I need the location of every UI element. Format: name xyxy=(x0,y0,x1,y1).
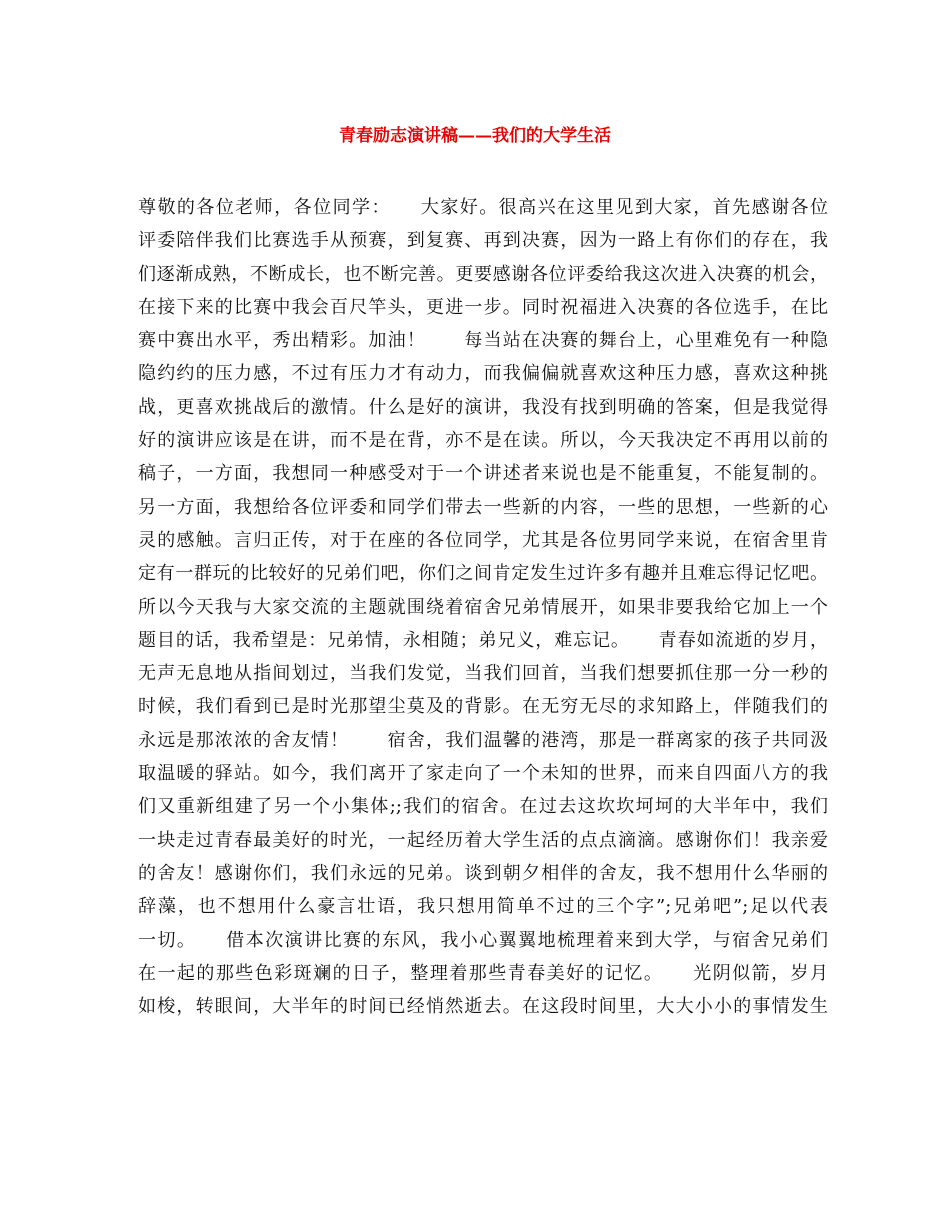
document-body xyxy=(138,191,828,1023)
body-line: 取温暖的驿站。如今，我们离开了家走向了一个未知的世界，而来自四面八方的我 xyxy=(138,763,828,785)
body-line: 赛中赛出水平，秀出精彩。加油！ 每当站在决赛的舞台上，心里难免有一种隐 xyxy=(138,330,828,352)
body-line: 尊敬的各位老师，各位同学： 大家好。很高兴在这里见到大家，首先感谢各位 xyxy=(138,197,828,218)
body-line: 在一起的那些色彩斑斓的日子，整理着那些青春美好的记忆。 光阴似箭，岁月 xyxy=(138,962,828,984)
body-line: 的舍友！感谢你们，我们永远的兄弟。谈到朝夕相伴的舍友，我不想用什么华丽的 xyxy=(138,862,828,884)
body-line: 另一方面，我想给各位评委和同学们带去一些新的内容，一些的思想，一些新的心 xyxy=(138,496,828,518)
body-line: 定有一群玩的比较好的兄弟们吧，你们之间肯定发生过许多有趣并且难忘得记忆吧。 xyxy=(138,563,828,585)
body-line: 们又重新组建了另一个小集体;;我们的宿舍。在过去这坎坎坷坷的大半年中，我们 xyxy=(138,796,828,818)
body-line: 战，更喜欢挑战后的激情。什么是好的演讲，我没有找到明确的答案，但是我觉得 xyxy=(138,396,828,418)
body-line: 稿子，一方面，我想同一种感受对于一个讲述者来说也是不能重复，不能复制的。 xyxy=(138,463,828,485)
body-line: 如梭，转眼间，大半年的时间已经悄然逝去。在这段时间里，大大小小的事情发生 xyxy=(138,996,828,1018)
body-line: 隐约约的压力感，不过有压力才有动力，而我偏偏就喜欢这种压力感，喜欢这种挑 xyxy=(138,363,828,385)
body-line: 所以今天我与大家交流的主题就围绕着宿舍兄弟情展开，如果非要我给它加上一个 xyxy=(138,596,828,618)
body-line: 辞藻，也不想用什么豪言壮语，我只想用简单不过的三个字”;兄弟吧”;足以代表 xyxy=(138,896,828,918)
body-line: 灵的感触。言归正传，对于在座的各位同学，尤其是各位男同学来说，在宿舍里肯 xyxy=(138,529,828,551)
document-title: 青春励志演讲稿——我们的大学生活 xyxy=(339,126,611,146)
body-line: 永远是那浓浓的舍友情！ 宿舍，我们温馨的港湾，那是一群离家的孩子共同汲 xyxy=(138,729,828,751)
body-line: 题目的话，我希望是：兄弟情，永相随；弟兄义，难忘记。 青春如流逝的岁月， xyxy=(138,629,828,651)
body-line: 在接下来的比赛中我会百尺竿头，更进一步。同时祝福进入决赛的各位选手，在比 xyxy=(138,296,828,318)
body-line: 无声无息地从指间划过，当我们发觉，当我们回首，当我们想要抓住那一分一秒的 xyxy=(138,663,828,685)
body-line: 一块走过青春最美好的时光，一起经历着大学生活的点点滴滴。感谢你们！我亲爱 xyxy=(138,829,828,851)
body-line: 好的演讲应该是在讲，而不是在背，亦不是在读。所以，今天我决定不再用以前的 xyxy=(138,430,828,452)
body-line: 时候，我们看到已是时光那望尘莫及的背影。在无穷无尽的求知路上，伴随我们的 xyxy=(138,696,828,718)
body-line: 评委陪伴我们比赛选手从预赛，到复赛、再到决赛，因为一路上有你们的存在，我 xyxy=(138,230,828,252)
body-line: 一切。 借本次演讲比赛的东风，我小心翼翼地梳理着来到大学，与宿舍兄弟们 xyxy=(138,929,828,951)
body-line: 们逐渐成熟，不断成长，也不断完善。更要感谢各位评委给我这次进入决赛的机会， xyxy=(138,263,828,285)
